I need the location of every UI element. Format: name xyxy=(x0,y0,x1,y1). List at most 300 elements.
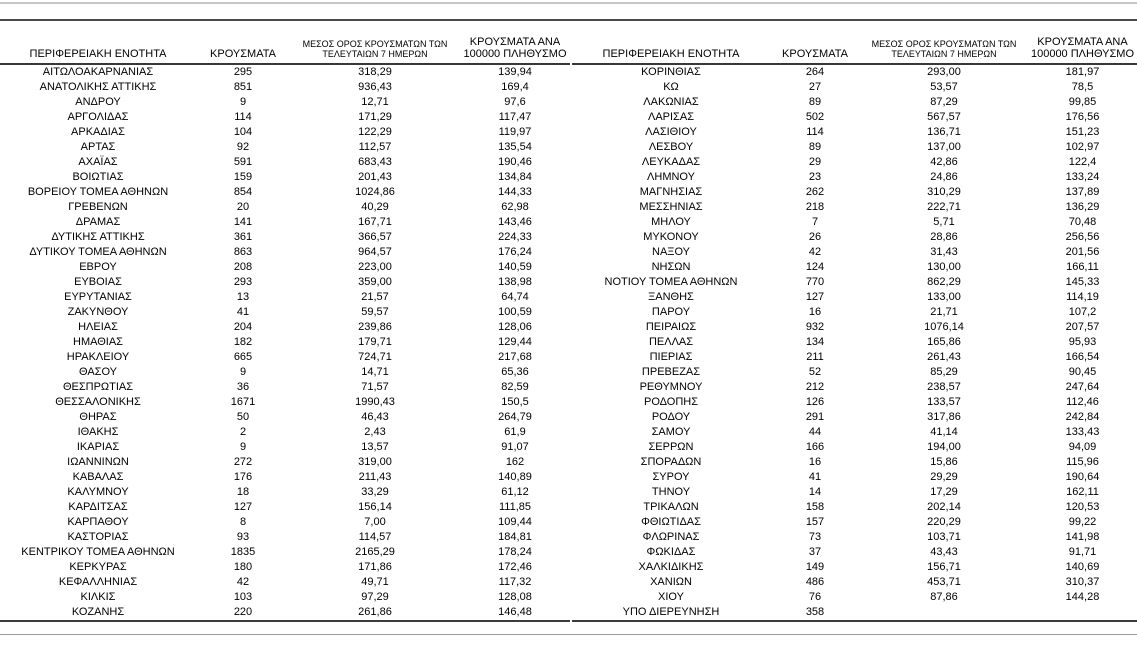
cases-cell: 92 xyxy=(236,141,250,153)
per100k-cell: 102,97 xyxy=(1065,141,1100,153)
table-row xyxy=(572,140,1137,155)
table-row xyxy=(0,155,570,170)
per100k-cell: 201,56 xyxy=(1065,246,1100,258)
table-row xyxy=(572,515,1137,530)
region-cell: ΙΘΑΚΗΣ xyxy=(77,426,119,438)
region-cell: ΛΑΚΩΝΙΑΣ xyxy=(643,96,699,108)
region-cell: ΧΙΟΥ xyxy=(658,591,684,603)
table-row xyxy=(572,125,1137,140)
avg7days-cell: 171,29 xyxy=(358,111,392,123)
cases-cell: 159 xyxy=(233,171,253,183)
cases-cell: 18 xyxy=(236,486,250,498)
avg7days-cell: 1990,43 xyxy=(355,396,395,408)
cases-cell: 9 xyxy=(239,441,247,453)
cases-cell: 16 xyxy=(808,306,822,318)
region-cell: ΙΚΑΡΙΑΣ xyxy=(76,441,120,453)
cases-cell: 293 xyxy=(233,276,253,288)
table-row xyxy=(0,365,570,380)
per100k-cell: 97,6 xyxy=(504,96,526,108)
region-cell: ΣΠΟΡΑΔΩΝ xyxy=(640,456,702,468)
per100k-cell: 111,85 xyxy=(498,501,531,513)
region-cell: ΗΡΑΚΛΕΙΟΥ xyxy=(66,351,130,363)
region-cell: ΜΥΚΟΝΟΥ xyxy=(643,231,699,243)
region-cell: ΝΑΞΟΥ xyxy=(652,246,690,258)
per100k-cell: 64,74 xyxy=(501,291,529,303)
avg7days-cell: 222,71 xyxy=(927,201,961,213)
per100k-cell: 166,11 xyxy=(1066,261,1099,273)
cases-cell: 1671 xyxy=(230,396,256,408)
per100k-cell: 94,09 xyxy=(1068,441,1097,453)
per100k-cell: 100,59 xyxy=(498,306,532,318)
per100k-cell: 135,54 xyxy=(498,141,532,153)
region-cell: ΚΙΛΚΙΣ xyxy=(80,591,116,603)
cases-cell: 182 xyxy=(233,336,253,348)
per100k-cell: 140,69 xyxy=(1065,561,1100,573)
region-cell: ΑΡΚΑΔΙΑΣ xyxy=(71,126,125,138)
cases-cell: 114 xyxy=(234,111,252,123)
per100k-cell: 151,23 xyxy=(1065,126,1100,138)
cases-cell: 932 xyxy=(805,321,825,333)
per100k-cell: 141,98 xyxy=(1065,531,1100,543)
avg7days-cell: 964,57 xyxy=(358,246,392,258)
per100k-cell: 176,56 xyxy=(1065,111,1100,123)
cases-cell: 93 xyxy=(236,531,250,543)
column-header-avg7days: ΜΕΣΟΣ ΟΡΟΣ ΚΡΟΥΣΜΑΤΩΝ ΤΩΝ ΤΕΛΕΥΤΑΙΩΝ 7 ΗΜΕΡΩΝ xyxy=(860,21,1028,64)
region-cell: ΔΥΤΙΚΟΥ ΤΟΜΕΑ ΑΘΗΝΩΝ xyxy=(29,246,167,258)
avg7days-cell: 29,29 xyxy=(930,471,958,483)
cases-cell: 7 xyxy=(811,216,819,228)
region-cell: ΕΒΡΟΥ xyxy=(79,261,117,273)
region-cell: ΗΛΕΙΑΣ xyxy=(78,321,118,333)
table-row xyxy=(572,440,1137,455)
per100k-cell: 140,59 xyxy=(498,261,532,273)
per100k-cell: 256,56 xyxy=(1065,231,1100,243)
per100k-cell: 62,98 xyxy=(501,201,529,213)
avg7days-cell: 7,00 xyxy=(364,516,386,528)
region-cell: ΒΟΡΕΙΟΥ ΤΟΜΕΑ ΑΘΗΝΩΝ xyxy=(27,186,169,198)
avg7days-cell: 167,71 xyxy=(358,216,392,228)
region-cell: ΚΑΛΥΜΝΟΥ xyxy=(67,486,129,498)
avg7days-cell: 156,14 xyxy=(358,501,392,513)
table-row xyxy=(0,260,570,275)
table-row xyxy=(572,95,1137,110)
table-row xyxy=(0,500,570,515)
avg7days-cell: 31,43 xyxy=(930,246,958,258)
table-row xyxy=(572,500,1137,515)
table-row xyxy=(572,215,1137,230)
header-row xyxy=(572,21,1137,64)
per100k-cell: 109,44 xyxy=(498,516,532,528)
per100k-cell: 169,4 xyxy=(501,81,529,93)
per100k-cell: 61,9 xyxy=(504,426,526,438)
table-row xyxy=(0,560,570,575)
cases-cell: 114 xyxy=(806,126,824,138)
column-header-region: ΠΕΡΙΦΕΡΕΙΑΚΗ ΕΝΟΤΗΤΑ xyxy=(572,21,770,64)
region-cell: ΣΥΡΟΥ xyxy=(652,471,690,483)
region-cell: ΤΗΝΟΥ xyxy=(651,486,691,498)
top-light-rule xyxy=(0,2,1137,4)
table-row xyxy=(0,410,570,425)
table-row xyxy=(0,290,570,305)
per100k-cell: 78,5 xyxy=(1071,81,1094,93)
table-row xyxy=(572,305,1137,320)
per100k-cell: 112,46 xyxy=(1066,396,1099,408)
per100k-cell: 178,24 xyxy=(498,546,532,558)
cases-cell: 13 xyxy=(236,291,250,303)
region-cell: ΚΕΦΑΛΛΗΝΙΑΣ xyxy=(58,576,138,588)
region-cell: ΓΡΕΒΕΝΩΝ xyxy=(68,201,128,213)
cases-cell: 26 xyxy=(808,231,822,243)
table-row xyxy=(572,200,1137,215)
cases-cell: 141 xyxy=(233,216,253,228)
per100k-cell: 190,46 xyxy=(498,156,532,168)
per100k-cell: 190,64 xyxy=(1065,471,1100,483)
avg7days-cell: 1076,14 xyxy=(924,321,964,333)
region-cell: ΡΟΔΟΠΗΣ xyxy=(643,396,699,408)
avg7days-cell: 40,29 xyxy=(361,201,389,213)
avg7days-cell: 239,86 xyxy=(358,321,392,333)
table-row xyxy=(0,95,570,110)
table-row xyxy=(0,320,570,335)
cases-cell: 591 xyxy=(233,156,253,168)
per100k-cell: 133,24 xyxy=(1065,171,1100,183)
per100k-cell: 129,44 xyxy=(498,336,532,348)
avg7days-cell: 366,57 xyxy=(358,231,392,243)
per100k-cell: 172,46 xyxy=(498,561,532,573)
per100k-cell: 264,79 xyxy=(498,411,532,423)
table-row xyxy=(572,64,1137,80)
cases-cell: 208 xyxy=(233,261,253,273)
table-row xyxy=(0,515,570,530)
cases-cell: 1835 xyxy=(230,546,256,558)
table-row xyxy=(572,275,1137,290)
avg7days-cell: 2,43 xyxy=(364,426,386,438)
regional-cases-table-right xyxy=(572,21,1137,622)
region-cell: ΙΩΑΝΝΙΝΩΝ xyxy=(67,456,129,468)
per100k-cell: 99,22 xyxy=(1068,516,1097,528)
region-cell: ΦΛΩΡΙΝΑΣ xyxy=(642,531,700,543)
table-row xyxy=(0,380,570,395)
table-row xyxy=(572,350,1137,365)
cases-cell: 220 xyxy=(233,606,253,618)
cases-cell: 665 xyxy=(233,351,253,363)
avg7days-cell: 156,71 xyxy=(927,561,961,573)
column-header-per100k: ΚΡΟΥΣΜΑΤΑ ΑΝΑ 100000 ΠΛΗΘΥΣΜΟ xyxy=(460,21,570,64)
per100k-cell: 247,64 xyxy=(1065,381,1100,393)
avg7days-cell: 137,00 xyxy=(927,141,961,153)
table-row xyxy=(0,140,570,155)
region-cell: ΘΑΣΟΥ xyxy=(78,366,118,378)
region-cell: ΥΠΟ ΔΙΕΡΕΥΝΗΣΗ xyxy=(622,606,720,618)
avg7days-cell: 567,57 xyxy=(927,111,961,123)
region-cell: ΑΝΑΤΟΛΙΚΗΣ ΑΤΤΙΚΗΣ xyxy=(39,81,157,93)
per100k-cell: 144,33 xyxy=(498,186,532,198)
table-row xyxy=(0,470,570,485)
table-row xyxy=(0,425,570,440)
region-cell: ΠΕΛΛΑΣ xyxy=(648,336,694,348)
region-cell: ΖΑΚΥΝΘΟΥ xyxy=(67,306,129,318)
region-cell: ΠΕΙΡΑΙΩΣ xyxy=(645,321,697,333)
per100k-cell: 133,43 xyxy=(1065,426,1100,438)
region-cell: ΘΗΡΑΣ xyxy=(79,411,117,423)
region-cell: ΠΑΡΟΥ xyxy=(651,306,691,318)
avg7days-cell: 15,86 xyxy=(930,456,958,468)
region-cell: ΚΟΖΑΝΗΣ xyxy=(71,606,125,618)
region-cell: ΚΑΒΑΛΑΣ xyxy=(72,471,124,483)
region-cell: ΛΗΜΝΟΥ xyxy=(647,171,695,183)
cases-cell: 180 xyxy=(233,561,253,573)
table-row xyxy=(0,125,570,140)
region-cell: ΠΡΕΒΕΖΑΣ xyxy=(641,366,701,378)
avg7days-cell: 114,57 xyxy=(358,531,392,543)
bottom-light-rule xyxy=(0,634,1137,635)
table-row xyxy=(572,455,1137,470)
cases-cell: 36 xyxy=(236,381,250,393)
region-cell: ΔΥΤΙΚΗΣ ΑΤΤΙΚΗΣ xyxy=(51,231,145,243)
table-row xyxy=(0,110,570,125)
region-cell: ΚΑΣΤΟΡΙΑΣ xyxy=(67,531,129,543)
avg7days-cell: 46,43 xyxy=(361,411,389,423)
region-cell: ΘΕΣΣΑΛΟΝΙΚΗΣ xyxy=(55,396,141,408)
per100k-cell: 95,93 xyxy=(1068,336,1097,348)
per100k-cell: 65,36 xyxy=(501,366,529,378)
table-row xyxy=(0,440,570,455)
region-cell: ΣΑΜΟΥ xyxy=(651,426,691,438)
avg7days-cell: 87,86 xyxy=(930,591,958,603)
region-cell: ΗΜΑΘΙΑΣ xyxy=(73,336,123,348)
per100k-cell: 90,45 xyxy=(1068,366,1097,378)
per100k-cell: 61,12 xyxy=(501,486,529,498)
avg7days-cell: 5,71 xyxy=(933,216,955,228)
avg7days-cell: 43,43 xyxy=(930,546,958,558)
column-header-cases: ΚΡΟΥΣΜΑΤΑ xyxy=(196,21,290,64)
per100k-cell xyxy=(1028,605,1137,621)
per100k-cell: 134,84 xyxy=(498,171,532,183)
region-cell: ΤΡΙΚΑΛΩΝ xyxy=(643,501,699,513)
region-cell: ΑΧΑΪΑΣ xyxy=(78,156,118,168)
per100k-cell: 166,54 xyxy=(1065,351,1100,363)
region-cell: ΕΥΡΥΤΑΝΙΑΣ xyxy=(64,291,132,303)
avg7days-cell: 71,57 xyxy=(361,381,389,393)
region-cell: ΞΑΝΘΗΣ xyxy=(648,291,694,303)
cases-cell: 50 xyxy=(236,411,250,423)
cases-cell: 27 xyxy=(808,81,822,93)
table-row xyxy=(572,470,1137,485)
table-row xyxy=(0,590,570,605)
cases-cell: 73 xyxy=(808,531,822,543)
table-row xyxy=(0,575,570,590)
per100k-cell: 176,24 xyxy=(498,246,532,258)
avg7days-cell: 122,29 xyxy=(358,126,392,138)
avg7days-cell: 24,86 xyxy=(930,171,958,183)
avg7days-cell: 171,86 xyxy=(358,561,392,573)
table-row xyxy=(572,425,1137,440)
cases-cell: 854 xyxy=(233,186,253,198)
per100k-cell: 117,47 xyxy=(498,111,532,123)
region-cell: ΡΟΔΟΥ xyxy=(651,411,691,423)
table-row xyxy=(0,485,570,500)
per100k-cell: 184,81 xyxy=(498,531,532,543)
region-cell: ΔΡΑΜΑΣ xyxy=(75,216,121,228)
cases-cell: 37 xyxy=(808,546,822,558)
per100k-cell: 140,89 xyxy=(498,471,532,483)
cases-cell: 14 xyxy=(808,486,822,498)
cases-cell: 770 xyxy=(805,276,825,288)
table-row xyxy=(0,335,570,350)
region-cell: ΚΟΡΙΝΘΙΑΣ xyxy=(641,66,701,78)
per100k-cell: 82,59 xyxy=(501,381,529,393)
table-row xyxy=(0,350,570,365)
cases-cell: 272 xyxy=(233,456,253,468)
table-row xyxy=(0,395,570,410)
region-cell: ΜΑΓΝΗΣΙΑΣ xyxy=(639,186,703,198)
avg7days-cell: 201,43 xyxy=(358,171,392,183)
region-cell: ΛΑΡΙΣΑΣ xyxy=(647,111,694,123)
avg7days-cell: 318,29 xyxy=(358,66,392,78)
avg7days-cell: 317,86 xyxy=(927,411,961,423)
avg7days-cell: 17,29 xyxy=(930,486,958,498)
cases-cell: 264 xyxy=(805,66,825,78)
cases-cell: 89 xyxy=(808,96,822,108)
header-row xyxy=(0,21,570,64)
avg7days-cell: 136,71 xyxy=(927,126,961,138)
avg7days-cell: 14,71 xyxy=(361,366,389,378)
per100k-cell: 70,48 xyxy=(1068,216,1097,228)
per100k-cell: 139,94 xyxy=(498,66,532,78)
avg7days-cell: 21,57 xyxy=(361,291,389,303)
cases-cell: 124 xyxy=(805,261,825,273)
table-row xyxy=(572,530,1137,545)
cases-cell: 41 xyxy=(808,471,822,483)
avg7days-cell: 133,00 xyxy=(927,291,961,303)
region-cell: ΦΩΚΙΔΑΣ xyxy=(646,546,696,558)
avg7days-cell: 2165,29 xyxy=(355,546,395,558)
per100k-cell: 224,33 xyxy=(498,231,532,243)
per100k-cell: 310,37 xyxy=(1065,576,1100,588)
avg7days-cell: 13,57 xyxy=(361,441,389,453)
region-cell: ΝΟΤΙΟΥ ΤΟΜΕΑ ΑΘΗΝΩΝ xyxy=(604,276,738,288)
cases-cell: 863 xyxy=(233,246,253,258)
avg7days-cell: 1024,86 xyxy=(355,186,395,198)
region-cell: ΛΑΣΙΘΙΟΥ xyxy=(645,126,697,138)
avg7days-cell: 59,57 xyxy=(361,306,389,318)
avg7days-cell: 28,86 xyxy=(930,231,958,243)
cases-cell: 361 xyxy=(233,231,253,243)
table-row xyxy=(572,335,1137,350)
avg7days-cell: 33,29 xyxy=(361,486,389,498)
avg7days-cell: 85,29 xyxy=(930,366,958,378)
table-row xyxy=(572,155,1137,170)
per100k-cell: 138,98 xyxy=(498,276,532,288)
per100k-cell: 122,4 xyxy=(1068,156,1097,168)
avg7days-cell: 133,57 xyxy=(927,396,961,408)
region-cell: ΑΙΤΩΛΟΑΚΑΡΝΑΝΙΑΣ xyxy=(42,66,154,78)
cases-cell: 23 xyxy=(808,171,822,183)
cases-cell: 502 xyxy=(805,111,825,123)
column-header-per100k: ΚΡΟΥΣΜΑΤΑ ΑΝΑ 100000 ΠΛΗΘΥΣΜΟ xyxy=(1028,21,1137,64)
avg7days-cell: 261,86 xyxy=(358,606,392,618)
table-row xyxy=(0,170,570,185)
avg7days-cell: 53,57 xyxy=(930,81,958,93)
table-row xyxy=(572,605,1137,621)
per100k-cell: 162 xyxy=(505,456,525,468)
table-row xyxy=(572,185,1137,200)
cases-cell: 89 xyxy=(808,141,822,153)
avg7days-cell: 103,71 xyxy=(927,531,961,543)
avg7days-cell: 319,00 xyxy=(358,456,392,468)
region-cell: ΒΟΙΩΤΙΑΣ xyxy=(72,171,124,183)
avg7days-cell: 310,29 xyxy=(927,186,961,198)
cases-cell: 16 xyxy=(808,456,822,468)
avg7days-cell: 42,86 xyxy=(930,156,958,168)
cases-cell: 149 xyxy=(805,561,825,573)
per100k-cell: 217,68 xyxy=(498,351,532,363)
region-cell: ΝΗΣΩΝ xyxy=(651,261,691,273)
table-body-left xyxy=(0,64,570,621)
avg7days-cell: 49,71 xyxy=(361,576,389,588)
table-row xyxy=(0,545,570,560)
avg7days-cell: 179,71 xyxy=(358,336,392,348)
table-row xyxy=(572,590,1137,605)
avg7days-cell: 97,29 xyxy=(361,591,389,603)
cases-cell: 291 xyxy=(805,411,825,423)
cases-cell: 262 xyxy=(805,186,825,198)
table-row xyxy=(572,110,1137,125)
cases-cell: 211 xyxy=(806,351,824,363)
cases-cell: 204 xyxy=(233,321,253,333)
region-cell: ΡΕΘΥΜΝΟΥ xyxy=(639,381,703,393)
per100k-cell: 137,89 xyxy=(1065,186,1100,198)
per100k-cell: 115,96 xyxy=(1066,456,1099,468)
cases-cell: 44 xyxy=(808,426,822,438)
table-body-right xyxy=(572,64,1137,621)
per100k-cell: 114,19 xyxy=(1066,291,1099,303)
table-row xyxy=(0,245,570,260)
avg7days-cell: 112,57 xyxy=(358,141,392,153)
per100k-cell: 107,2 xyxy=(1068,306,1097,318)
avg7days-cell: 220,29 xyxy=(927,516,961,528)
avg7days-cell: 165,86 xyxy=(927,336,961,348)
table-row xyxy=(572,560,1137,575)
table-row xyxy=(572,545,1137,560)
cases-cell: 134 xyxy=(805,336,825,348)
table-row xyxy=(0,185,570,200)
table-row xyxy=(572,80,1137,95)
cases-cell: 20 xyxy=(236,201,250,213)
region-cell: ΚΑΡΠΑΘΟΥ xyxy=(67,516,129,528)
per100k-cell: 128,06 xyxy=(498,321,532,333)
cases-cell: 104 xyxy=(233,126,253,138)
per100k-cell: 145,33 xyxy=(1065,276,1100,288)
table-row xyxy=(0,200,570,215)
per100k-cell: 146,48 xyxy=(498,606,532,618)
per100k-cell: 99,85 xyxy=(1068,96,1097,108)
avg7days-cell: 21,71 xyxy=(930,306,958,318)
avg7days-cell: 211,43 xyxy=(358,471,392,483)
table-row xyxy=(572,395,1137,410)
avg7days-cell: 12,71 xyxy=(361,96,389,108)
avg7days-cell: 862,29 xyxy=(927,276,961,288)
per100k-cell: 144,28 xyxy=(1065,591,1100,603)
region-cell: ΚΕΡΚΥΡΑΣ xyxy=(69,561,127,573)
table-row xyxy=(572,230,1137,245)
table-row xyxy=(572,485,1137,500)
per100k-cell: 119,97 xyxy=(498,126,532,138)
table-row xyxy=(0,455,570,470)
region-cell: ΕΥΒΟΙΑΣ xyxy=(74,276,122,288)
tables-container xyxy=(0,21,1137,622)
cases-cell: 29 xyxy=(808,156,822,168)
